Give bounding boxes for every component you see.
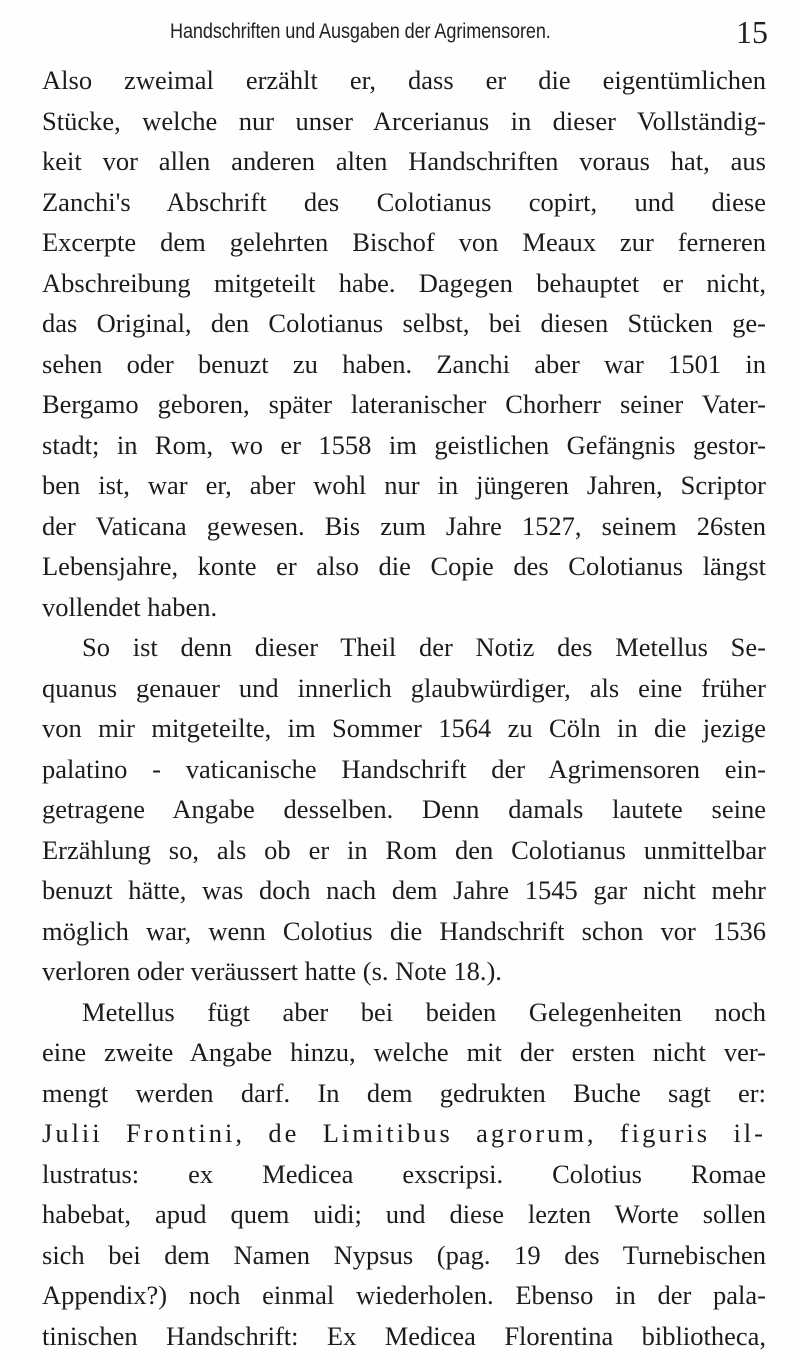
page-number: 15: [736, 14, 768, 51]
text-line: tinischen Handschrift: Ex Medicea Florentina bibliotheca,: [42, 1316, 766, 1356]
text-line: sich bei dem Namen Nypsus (pag. 19 des Turnebischen: [42, 1235, 766, 1276]
text-line: Also zweimal erzählt er, dass er die eigentümlichen: [42, 60, 766, 101]
text-line: Excerpte dem gelehrten Bischof von Meaux zur ferneren: [42, 222, 766, 263]
text-line: sehen oder benuzt zu haben. Zanchi aber war 1501 in: [42, 344, 766, 385]
text-line: Appendix?) noch einmal wiederholen. Ebenso in der pala-: [42, 1275, 766, 1316]
text-line: Bergamo geboren, später lateranischer Chorherr seiner Vater-: [42, 384, 766, 425]
text-line: Julii Frontini, de Limitibus agrorum, figuris il-: [42, 1113, 766, 1154]
text-line: der Vaticana gewesen. Bis zum Jahre 1527, seinem 26sten: [42, 506, 766, 547]
text-line: habebat, apud quem uidi; und diese lezten Worte sollen: [42, 1194, 766, 1235]
page-header: [170, 20, 770, 54]
text-line: benuzt hätte, was doch nach dem Jahre 1545 gar nicht mehr: [42, 870, 766, 911]
paragraph-end-line: vollendet haben.: [42, 587, 766, 628]
text-line: Abschreibung mitgeteilt habe. Dagegen behauptet er nicht,: [42, 263, 766, 304]
text-line: lustratus: ex Medicea exscripsi. Colotius Romae: [42, 1154, 766, 1195]
text-line: ben ist, war er, aber wohl nur in jüngeren Jahren, Scriptor: [42, 465, 766, 506]
text-line: keit vor allen anderen alten Handschriften voraus hat, aus: [42, 141, 766, 182]
running-head: Handschriften und Ausgaben der Agrimensoren.: [170, 20, 551, 44]
paragraph-start-line: So ist denn dieser Theil der Notiz des Metellus Se-: [42, 627, 766, 668]
text-line: Zanchi's Abschrift des Colotianus copirt, und diese: [42, 182, 766, 223]
text-line: Erzählung so, als ob er in Rom den Colotianus unmittelbar: [42, 830, 766, 871]
text-line: von mir mitgeteilte, im Sommer 1564 zu Cöln in die jezige: [42, 708, 766, 749]
body-text: [42, 60, 766, 1356]
text-line: möglich war, wenn Colotius die Handschrift schon vor 1536: [42, 911, 766, 952]
paragraph-start-line: Metellus fügt aber bei beiden Gelegenheiten noch: [42, 992, 766, 1033]
text-line: stadt; in Rom, wo er 1558 im geistlichen Gefängnis gestor-: [42, 425, 766, 466]
text-line: Stücke, welche nur unser Arcerianus in dieser Vollständig-: [42, 101, 766, 142]
text-line: getragene Angabe desselben. Denn damals lautete seine: [42, 789, 766, 830]
paragraph-end-line: verloren oder veräussert hatte (s. Note 18.).: [42, 951, 766, 992]
text-line: Lebensjahre, konte er also die Copie des Colotianus längst: [42, 546, 766, 587]
text-line: das Original, den Colotianus selbst, bei diesen Stücken ge-: [42, 303, 766, 344]
text-line: quanus genauer und innerlich glaubwürdiger, als eine früher: [42, 668, 766, 709]
text-line: mengt werden darf. In dem gedrukten Buche sagt er:: [42, 1073, 766, 1114]
text-line: palatino - vaticanische Handschrift der Agrimensoren ein-: [42, 749, 766, 790]
text-line: eine zweite Angabe hinzu, welche mit der ersten nicht ver-: [42, 1032, 766, 1073]
